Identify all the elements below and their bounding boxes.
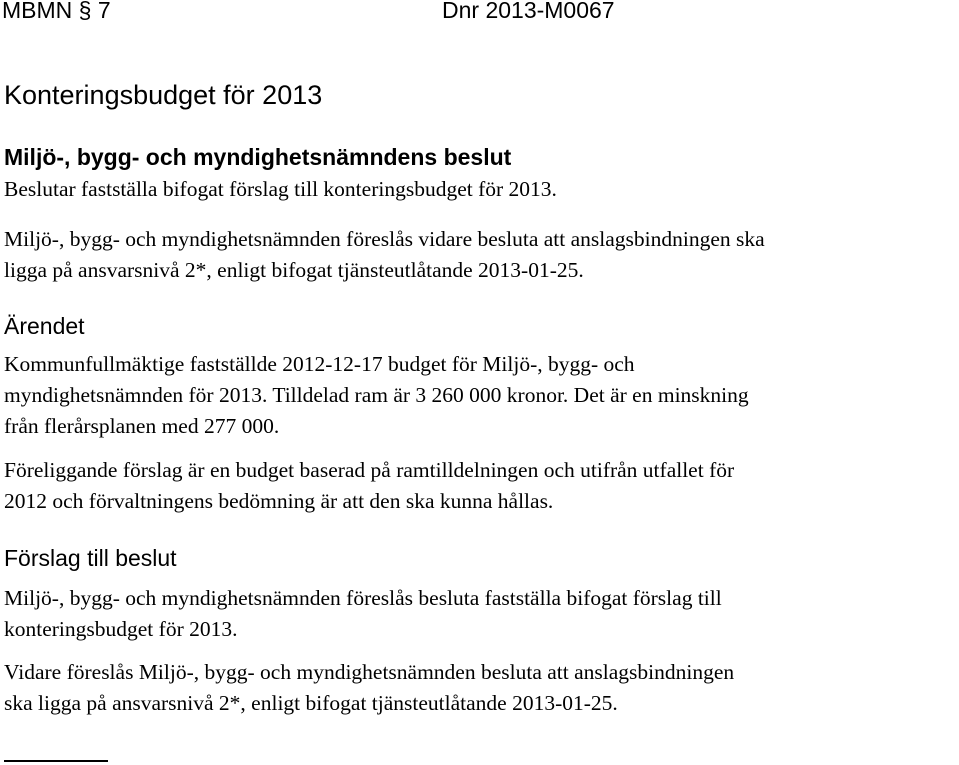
proposal-paragraph-1 [4, 583, 959, 645]
paragraph-line: från flerårsplanen med 277 000. [4, 414, 280, 438]
paragraph-line: Föreliggande förslag är en budget baserad på ramtilldelningen och utifrån utfallet för [4, 458, 735, 482]
proposal-heading: Förslag till beslut [4, 545, 177, 571]
matter-paragraph-1 [4, 349, 959, 442]
matter-paragraph-2 [4, 455, 959, 517]
paragraph-line: ligga på ansvarsnivå 2*, enligt bifogat tjänsteutlåtande 2013-01-25. [4, 258, 584, 282]
document-title: Konteringsbudget för 2013 [4, 80, 323, 110]
proposal-paragraph-2 [4, 657, 959, 719]
paragraph-line: konteringsbudget för 2013. [4, 617, 238, 641]
paragraph-line: Beslutar fastställa bifogat förslag till konteringsbudget för 2013. [4, 177, 557, 201]
decision-paragraph-2 [4, 224, 959, 286]
header-case-number: Dnr 2013-M0067 [442, 0, 615, 23]
matter-heading: Ärendet [4, 313, 85, 339]
footnote-separator-rule [4, 760, 108, 762]
paragraph-line: myndighetsnämnden för 2013. Tilldelad ram är 3 260 000 kronor. Det är en minskning [4, 383, 749, 407]
paragraph-line: ska ligga på ansvarsnivå 2*, enligt bifogat tjänsteutlåtande 2013-01-25. [4, 691, 618, 715]
paragraph-line: 2012 och förvaltningens bedömning är att den ska kunna hållas. [4, 489, 554, 513]
paragraph-line: Kommunfullmäktige fastställde 2012-12-17 budget för Miljö-, bygg- och [4, 352, 635, 376]
paragraph-line: Miljö-, bygg- och myndighetsnämnden föreslås besluta fastställa bifogat förslag till [4, 586, 722, 610]
decision-heading: Miljö-, bygg- och myndighetsnämndens beslut [4, 144, 512, 170]
header-section-number: MBMN § 7 [2, 0, 111, 23]
decision-paragraph-1 [4, 174, 959, 205]
paragraph-line: Vidare föreslås Miljö-, bygg- och myndighetsnämnden besluta att anslagsbindningen [4, 660, 735, 684]
paragraph-line: Miljö-, bygg- och myndighetsnämnden föreslås vidare besluta att anslagsbindningen ska [4, 227, 765, 251]
